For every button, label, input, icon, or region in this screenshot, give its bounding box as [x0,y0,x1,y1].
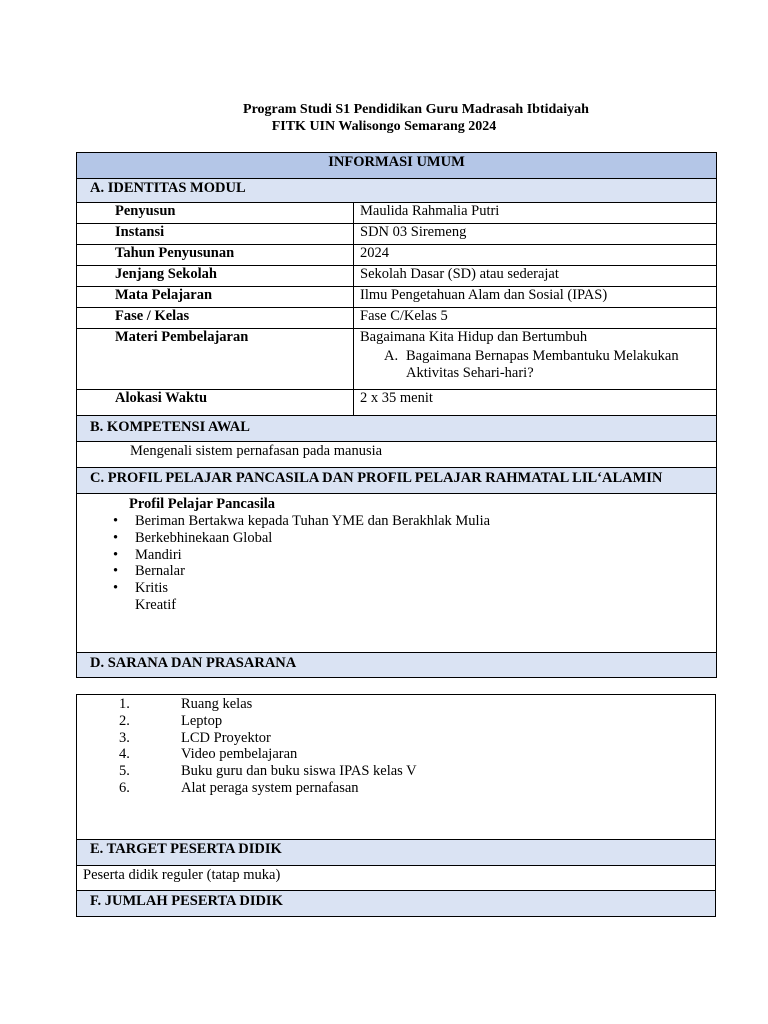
bullet-icon: • [113,580,119,597]
list-item [83,746,709,763]
list-number: 4. [119,746,130,763]
materi-sub-line-2: Aktivitas Sehari-hari? [406,365,534,381]
table-row [77,287,717,308]
bullet-icon: • [113,563,119,580]
bullet-icon: • [113,546,119,563]
list-item [83,513,710,530]
list-item-text: Leptop [181,712,223,729]
list-item-text: Bernalar [135,563,185,580]
table-row [77,224,717,245]
list-number: 6. [119,779,130,796]
sarana-table [76,694,716,917]
list-item-text: Berkebhinekaan Global [135,529,273,546]
row-label: Mata Pelajaran [77,287,354,308]
sarana-cell [77,695,716,840]
list-item-text: Video pembelajaran [181,746,298,763]
section-d-heading: D. SARANA DAN PRASARANA [77,653,717,678]
profil-list [83,513,710,614]
table-row [77,329,717,390]
list-number: 2. [119,712,130,729]
table-row [77,308,717,329]
list-item-text: Alat peraga system pernafasan [181,779,359,796]
section-a-heading: A. IDENTITAS MODUL [77,179,717,203]
list-item-text: Buku guru dan buku siswa IPAS kelas V [181,763,417,780]
profil-cell [77,494,717,653]
list-item [83,597,710,614]
target-text: Peserta didik reguler (tatap muka) [77,866,716,891]
sarana-list [83,696,709,797]
header-line-2: FITK UIN Walisongo Semarang 2024 [271,119,497,134]
list-item [83,763,709,780]
informasi-umum-table [76,152,717,678]
bullet-icon: • [113,529,119,546]
list-number: 3. [119,729,130,746]
list-item-text: LCD Proyektor [181,729,271,746]
section-e-heading: E. TARGET PESERTA DIDIK [77,840,716,866]
row-value: Ilmu Pengetahuan Alam dan Sosial (IPAS) [354,287,717,308]
section-b-heading: B. KOMPETENSI AWAL [77,416,717,442]
row-value: 2 x 35 menit [354,390,717,416]
row-value: Maulida Rahmalia Putri [354,203,717,224]
list-item-text: Kritis [135,580,169,597]
row-value: 2024 [354,245,717,266]
list-item [83,780,709,797]
section-f-heading: F. JUMLAH PESERTA DIDIK [77,891,716,917]
header-line-1: Program Studi S1 Pendidikan Guru Madrasah Ibtidaiyah [243,102,589,117]
row-value: Fase C/Kelas 5 [354,308,717,329]
materi-sub-item [360,348,710,382]
list-number: 5. [119,763,130,780]
materi-title: Bagaimana Kita Hidup dan Bertumbuh [360,329,588,345]
list-item-text: Beriman Bertakwa kepada Tuhan YME dan Berakhlak Mulia [135,513,491,529]
materi-sub-marker: A. [384,348,399,364]
list-item [83,696,709,713]
table-row [77,266,717,287]
table-row [77,390,717,416]
list-item [83,713,709,730]
row-label: Fase / Kelas [77,308,354,329]
row-label: Alokasi Waktu [77,390,354,416]
row-label: Tahun Penyusunan [77,245,354,266]
row-label: Jenjang Sekolah [77,266,354,287]
list-item [83,530,710,547]
table-row [77,245,717,266]
list-item [83,547,710,564]
list-item [83,730,709,747]
list-number: 1. [119,696,130,712]
list-item [83,563,710,580]
list-item-text: Mandiri [135,546,182,563]
list-item [83,580,710,597]
kompetensi-text: Mengenali sistem pernafasan pada manusia [77,442,717,468]
table-title: INFORMASI UMUM [77,153,717,179]
list-item-text: Ruang kelas [181,696,253,712]
row-value: Sekolah Dasar (SD) atau sederajat [354,266,717,287]
list-item-text: Kreatif [135,596,177,613]
profil-title: Profil Pelajar Pancasila [129,496,276,512]
section-c-heading: C. PROFIL PELAJAR PANCASILA DAN PROFIL PELAJAR RAHMATAL LIL‘ALAMIN [77,468,717,494]
row-value: SDN 03 Siremeng [354,224,717,245]
bullet-icon: • [113,513,119,529]
row-label: Penyusun [77,203,354,224]
table-row [77,203,717,224]
row-label: Materi Pembelajaran [77,329,354,390]
materi-sub-line-1: Bagaimana Bernapas Membantuku Melakukan [406,348,679,364]
row-value [354,329,717,390]
row-label: Instansi [77,224,354,245]
